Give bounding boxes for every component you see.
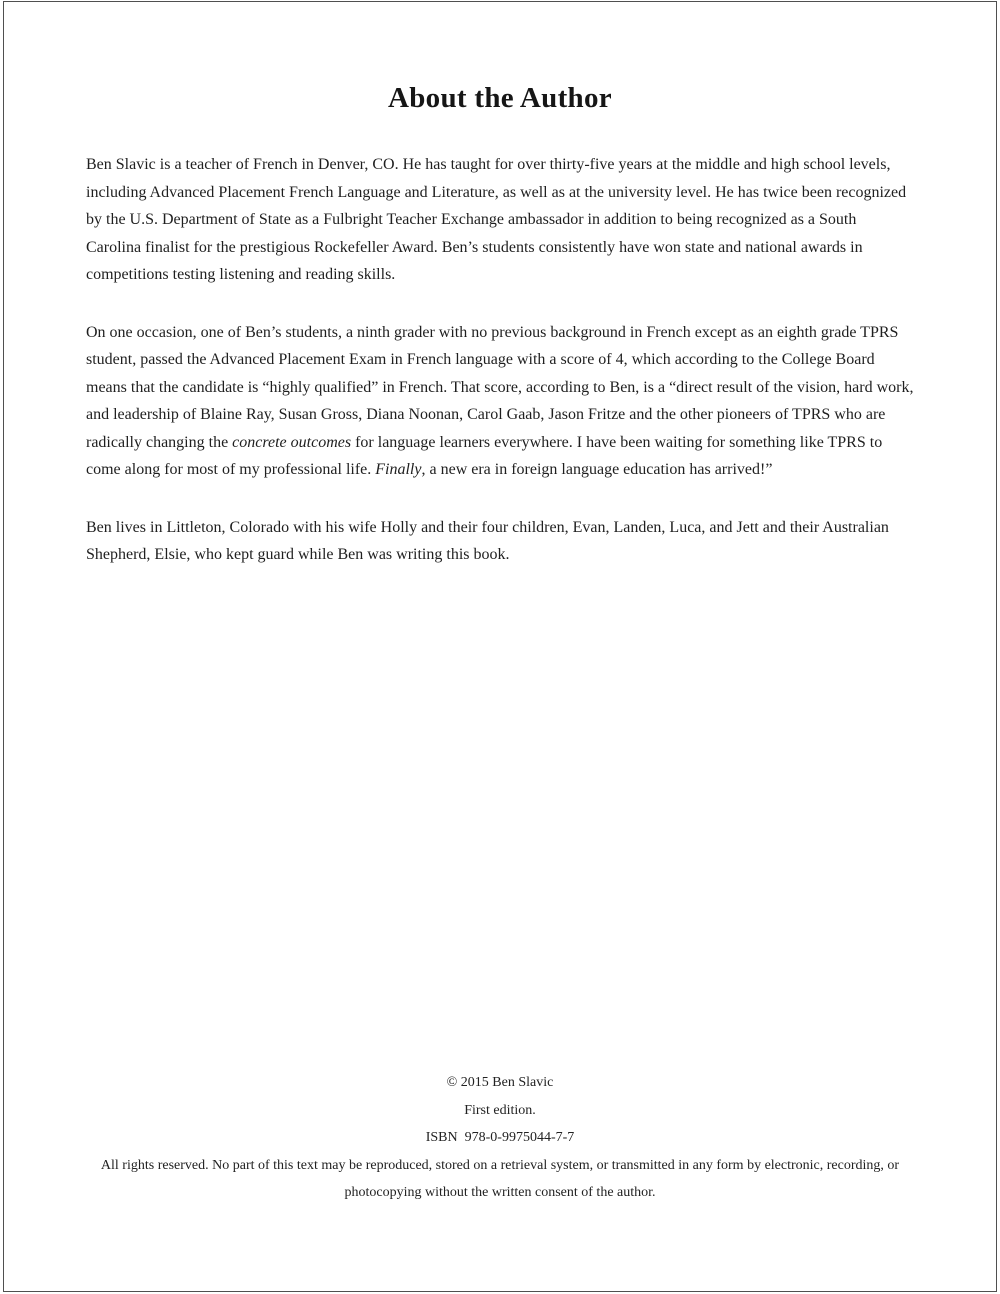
copyright-line: © 2015 Ben Slavic xyxy=(446,1075,554,1090)
testimonial-italic-concrete-outcomes: concrete outcomes xyxy=(232,433,352,451)
isbn-line: ISBN 978-0-9975044-7-7 xyxy=(425,1130,575,1145)
paragraph-bio: Ben Slavic is a teacher of French in Denver, CO. He has taught for over thirty-five years at the middle and high school levels, including Advanced Placement French Language and Literature, as well as at the university level. He has twice been recognized by the U.S. Department of State as a Fulbright Teacher Exchange ambassador in addition to being recognized as a South Carolina finalist for the prestigious Rockefeller Award. Ben’s students consistently have won state and national awards in competitions testing listening and reading skills. xyxy=(86,156,907,283)
testimonial-italic-finally: Finally xyxy=(375,461,422,478)
edition-line: First edition. xyxy=(464,1102,536,1118)
testimonial-text-3: , a new era in foreign language education has arrived!” xyxy=(421,461,773,478)
rights-statement: All rights reserved. No part of this text may be reproduced, stored on a retrieval system, or transmitted in any form by electronic, recording, or photocopying without the written consent of the author. xyxy=(100,1157,900,1200)
paragraph-testimonial xyxy=(86,319,915,484)
testimonial-text-2: for language learners everywhere. I have been waiting for something like TPRS to come along for most of my professional life. xyxy=(86,433,883,478)
body-text xyxy=(0,151,1000,569)
testimonial-text-1: On one occasion, one of Ben’s students, a ninth grader with no previous background in French except as an eighth grade TPRS student, passed the Advanced Placement Exam in French language with a score of 4, which according to the College Board means that the candidate is “highly qualified” in French. That score, according to Ben, is a “direct result of the vision, hard work, and leadership of Blaine Ray, Susan Gross, Diana Noonan, Carol Gaab, Jason Fritze and the other pioneers of TPRS who are radically changing the xyxy=(86,323,914,451)
page-title: About the Author xyxy=(388,82,612,114)
paragraph-family: Ben lives in Littleton, Colorado with his wife Holly and their four children, Evan, Landen, Luca, and Jett and their Australian Shepherd, Elsie, who kept guard while Ben was writing this book. xyxy=(86,518,889,563)
colophon xyxy=(0,1069,1000,1207)
